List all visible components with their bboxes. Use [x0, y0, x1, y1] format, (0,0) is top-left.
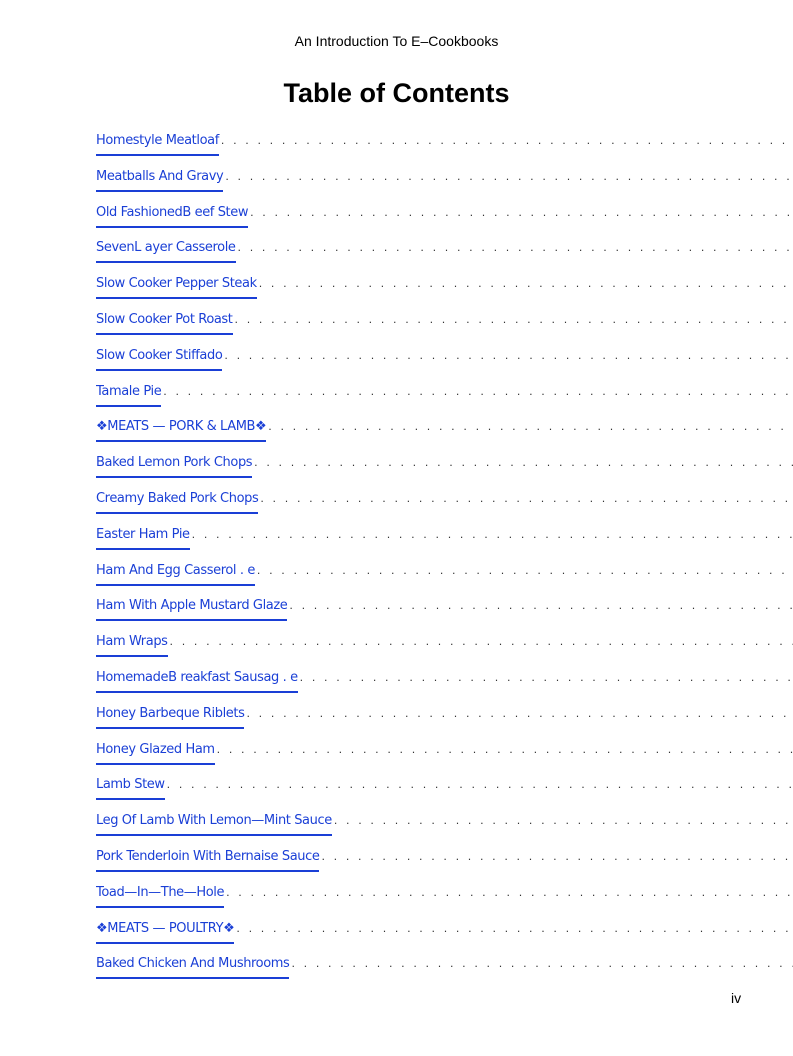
dot-leader: [298, 670, 793, 686]
toc-link[interactable]: Ham With Apple Mustard Glaze: [96, 598, 287, 621]
toc-entry: [96, 240, 793, 276]
dot-leader: [233, 312, 793, 328]
toc-link[interactable]: Homestyle Meatloaf: [96, 133, 219, 156]
toc-entry: [96, 777, 793, 813]
toc-entry: [96, 348, 793, 384]
toc-section-heading: [96, 419, 793, 455]
toc-link[interactable]: Ham Wraps: [96, 634, 168, 657]
dot-leader: [161, 384, 793, 400]
toc-entry: [96, 205, 793, 241]
toc-entry: [96, 813, 793, 849]
toc-entry: [96, 491, 793, 527]
dot-leader: [219, 133, 793, 149]
toc-entry: [96, 133, 793, 169]
toc-link[interactable]: Easter Ham Pie: [96, 527, 190, 550]
toc-link[interactable]: ❖MEATS — POULTRY❖: [96, 921, 234, 944]
dot-leader: [168, 634, 793, 650]
dot-leader: [287, 598, 793, 614]
dot-leader: [236, 240, 793, 256]
dot-leader: [258, 491, 793, 507]
toc-link[interactable]: Meatballs And Gravy: [96, 169, 223, 192]
toc-entry: [96, 527, 793, 563]
page-number: iv: [731, 990, 742, 1006]
dot-leader: [190, 527, 793, 543]
toc-entry: [96, 276, 793, 312]
dot-leader: [266, 419, 793, 435]
toc-link[interactable]: Baked Lemon Pork Chops: [96, 455, 252, 478]
toc-entry: [96, 384, 793, 420]
toc-entry: [96, 634, 793, 670]
dot-leader: [319, 849, 793, 865]
toc-entry: [96, 956, 793, 992]
dot-leader: [255, 563, 793, 579]
dot-leader: [244, 706, 793, 722]
dot-leader: [332, 813, 793, 829]
toc-link[interactable]: Slow Cooker Pot Roast: [96, 312, 233, 335]
toc-entry: [96, 706, 793, 742]
running-header: An Introduction To E–Cookbooks: [294, 33, 499, 49]
dot-leader: [234, 921, 793, 937]
table-of-contents: [96, 133, 793, 992]
toc-link[interactable]: Lamb Stew: [96, 777, 165, 800]
toc-link[interactable]: SevenL ayer Casserole: [96, 240, 236, 263]
toc-entry: [96, 885, 793, 921]
dot-leader: [224, 885, 793, 901]
toc-entry: [96, 563, 793, 599]
toc-entry: [96, 598, 793, 634]
toc-entry: [96, 670, 793, 706]
toc-link[interactable]: Honey Barbeque Riblets: [96, 706, 244, 729]
toc-link[interactable]: Ham And Egg Casserol . e: [96, 563, 255, 586]
toc-entry: [96, 169, 793, 205]
toc-link[interactable]: Old FashionedB eef Stew: [96, 205, 248, 228]
toc-section-heading: [96, 921, 793, 957]
toc-entry: [96, 312, 793, 348]
dot-leader: [165, 777, 793, 793]
toc-link[interactable]: Tamale Pie: [96, 384, 161, 407]
toc-link[interactable]: Creamy Baked Pork Chops: [96, 491, 258, 514]
toc-entry: [96, 742, 793, 778]
toc-link[interactable]: Toad—In—The—Hole: [96, 885, 224, 908]
toc-link[interactable]: ❖MEATS — PORK & LAMB❖: [96, 419, 266, 442]
toc-link[interactable]: Pork Tenderloin With Bernaise Sauce: [96, 849, 319, 872]
dot-leader: [252, 455, 793, 471]
dot-leader: [215, 742, 793, 758]
dot-leader: [257, 276, 793, 292]
toc-link[interactable]: Slow Cooker Stiffado: [96, 348, 222, 371]
toc-link[interactable]: Slow Cooker Pepper Steak: [96, 276, 257, 299]
dot-leader: [289, 956, 793, 972]
toc-link[interactable]: Leg Of Lamb With Lemon—Mint Sauce: [96, 813, 332, 836]
toc-entry: [96, 455, 793, 491]
page-title: Table of Contents: [283, 78, 510, 108]
toc-link[interactable]: Baked Chicken And Mushrooms: [96, 956, 289, 979]
toc-link[interactable]: HomemadeB reakfast Sausag . e: [96, 670, 298, 693]
toc-entry: [96, 849, 793, 885]
toc-link[interactable]: Honey Glazed Ham: [96, 742, 215, 765]
dot-leader: [223, 169, 793, 185]
dot-leader: [248, 205, 793, 221]
dot-leader: [222, 348, 793, 364]
